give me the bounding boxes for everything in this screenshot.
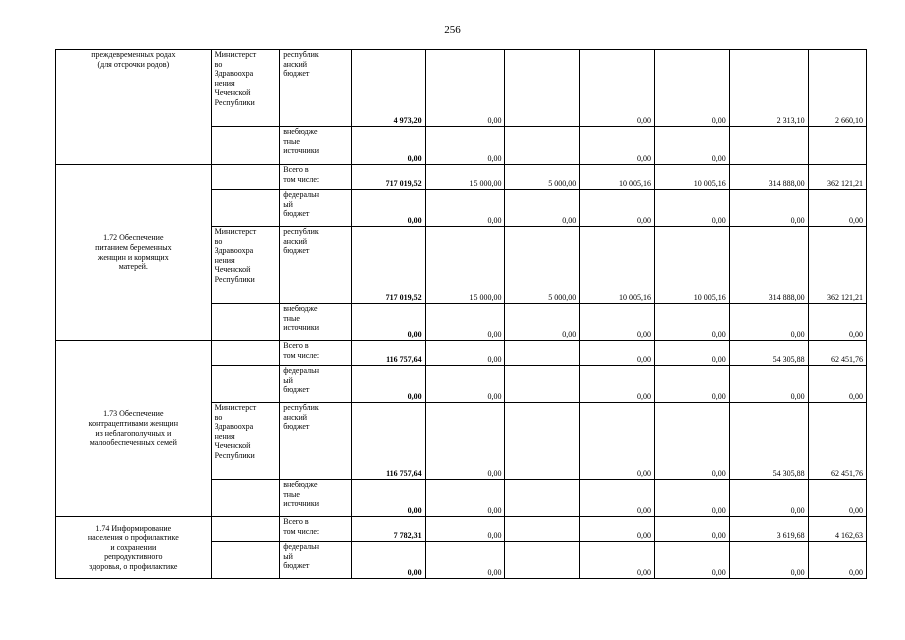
executor-cell-line: Республики — [214, 274, 255, 284]
funding-source-line: внебюдже — [283, 127, 318, 136]
year-value: 0,00 — [505, 190, 580, 227]
executor-cell-line: нения — [214, 78, 235, 88]
year-value: 0,00 — [808, 190, 866, 227]
executor-cell-line: Чеченской — [214, 88, 251, 98]
funding-source — [280, 341, 352, 366]
year-value: 0,00 — [808, 304, 866, 341]
total-value: 7 782,31 — [351, 517, 425, 542]
funding-source-line: бюджет — [283, 209, 310, 219]
funding-source — [280, 542, 352, 579]
funding-source-line: республик — [283, 403, 319, 412]
year-value: 0,00 — [729, 480, 808, 517]
year-value: 62 451,76 — [808, 341, 866, 366]
total-value: 0,00 — [351, 190, 425, 227]
funding-source-line: Всего в — [283, 517, 309, 526]
executor-cell-line: Здравоохра — [214, 246, 254, 256]
activity-description-line: населения о профилактике — [87, 533, 179, 543]
table-body — [56, 50, 867, 579]
funding-source-line: Всего в — [283, 341, 309, 350]
funding-source — [280, 517, 352, 542]
funding-source-line: тные — [283, 489, 300, 499]
year-value: 0,00 — [580, 50, 655, 127]
total-value: 717 019,52 — [351, 165, 425, 190]
table-row — [56, 165, 867, 190]
executor-cell-line: Республики — [214, 97, 255, 107]
total-value: 4 973,20 — [351, 50, 425, 127]
executor-cell-line: во — [214, 236, 223, 246]
executor-cell-line: нения — [214, 255, 235, 265]
executor-cell-line: во — [214, 59, 223, 69]
year-value — [505, 480, 580, 517]
year-value: 62 451,76 — [808, 403, 866, 480]
activity-description-line: питанием беременных — [95, 242, 172, 252]
activity-description — [56, 165, 212, 341]
table-row — [56, 517, 867, 542]
year-value — [505, 341, 580, 366]
funding-source — [280, 304, 352, 341]
year-value: 0,00 — [654, 517, 729, 542]
funding-source-line: бюджет — [283, 422, 310, 432]
executor-cell — [211, 227, 280, 304]
year-value: 10 005,16 — [654, 165, 729, 190]
funding-source-line: Всего в — [283, 165, 309, 174]
year-value: 314 888,00 — [729, 227, 808, 304]
year-value: 0,00 — [580, 304, 655, 341]
year-value: 0,00 — [729, 190, 808, 227]
funding-source-line: федеральн — [283, 190, 320, 199]
year-value — [505, 366, 580, 403]
funding-source-line: республик — [283, 227, 319, 236]
funding-source-line: федеральн — [283, 542, 320, 551]
activity-description — [56, 341, 212, 517]
activity-description-line: матерей. — [118, 262, 148, 272]
year-value: 10 005,16 — [580, 227, 655, 304]
year-value — [505, 50, 580, 127]
executor-cell — [211, 517, 280, 542]
table-row — [56, 50, 867, 127]
year-value — [505, 127, 580, 165]
executor-cell — [211, 165, 280, 190]
activity-description-line: контрацептивами женщин — [88, 418, 178, 428]
executor-cell — [211, 50, 280, 127]
executor-cell-line: Министерст — [214, 403, 257, 412]
year-value: 0,00 — [808, 480, 866, 517]
funding-source-line: тные — [283, 136, 300, 146]
funding-source-line: федеральн — [283, 366, 320, 375]
year-value: 0,00 — [729, 542, 808, 579]
year-value: 0,00 — [580, 403, 655, 480]
funding-source — [280, 403, 352, 480]
year-value: 0,00 — [729, 304, 808, 341]
executor-cell-line: Чеченской — [214, 441, 251, 451]
funding-source-line: ый — [283, 551, 293, 561]
year-value: 0,00 — [580, 517, 655, 542]
funding-source-line: ый — [283, 199, 293, 209]
funding-source — [280, 480, 352, 517]
year-value — [808, 127, 866, 165]
year-value — [505, 517, 580, 542]
year-value: 0,00 — [654, 50, 729, 127]
activity-description-line: репродуктивного — [104, 552, 163, 562]
year-value: 0,00 — [425, 190, 505, 227]
year-value: 0,00 — [425, 517, 505, 542]
year-value: 0,00 — [654, 542, 729, 579]
year-value: 0,00 — [580, 127, 655, 165]
year-value: 0,00 — [425, 304, 505, 341]
executor-cell-line: Министерст — [214, 227, 257, 236]
activity-description-line: из неблагополучных и — [95, 428, 172, 438]
activity-description-line: здоровья, о профилактике — [89, 561, 178, 571]
executor-cell — [211, 127, 280, 165]
year-value: 0,00 — [580, 480, 655, 517]
activity-description-line: 1.74 Информирование — [95, 523, 172, 533]
year-value: 2 313,10 — [729, 50, 808, 127]
funding-source-line: источники — [283, 323, 320, 333]
table-row — [56, 341, 867, 366]
year-value: 0,00 — [654, 366, 729, 403]
activity-description — [56, 50, 212, 165]
year-value: 0,00 — [425, 403, 505, 480]
funding-source-line: анский — [283, 412, 308, 422]
budget-table — [55, 49, 867, 579]
activity-description-line: и сохранении — [110, 542, 157, 552]
year-value: 15 000,00 — [425, 165, 505, 190]
year-value: 2 660,10 — [808, 50, 866, 127]
activity-description-line: малообеспеченных семей — [89, 438, 177, 448]
year-value: 314 888,00 — [729, 165, 808, 190]
year-value: 0,00 — [425, 366, 505, 403]
funding-source-line: источники — [283, 499, 320, 509]
year-value: 0,00 — [729, 366, 808, 403]
year-value: 0,00 — [580, 366, 655, 403]
funding-source — [280, 190, 352, 227]
total-value: 0,00 — [351, 480, 425, 517]
year-value: 0,00 — [505, 304, 580, 341]
activity-description — [56, 517, 212, 579]
funding-source — [280, 366, 352, 403]
executor-cell — [211, 403, 280, 480]
funding-source-line: бюджет — [283, 561, 310, 571]
total-value: 116 757,64 — [351, 341, 425, 366]
year-value — [505, 403, 580, 480]
total-value: 0,00 — [351, 542, 425, 579]
year-value: 0,00 — [654, 190, 729, 227]
executor-cell-line: Здравоохра — [214, 69, 254, 79]
activity-description-line: 1.73 Обеспечение — [103, 409, 164, 419]
executor-cell-line: Здравоохра — [214, 422, 254, 432]
year-value: 0,00 — [654, 304, 729, 341]
year-value: 0,00 — [580, 341, 655, 366]
activity-description-line: преждевременных родах — [91, 50, 176, 59]
funding-source-line: том числе: — [283, 350, 320, 360]
year-value: 10 005,16 — [580, 165, 655, 190]
executor-cell-line: Республики — [214, 450, 255, 460]
funding-source-line: бюджет — [283, 246, 310, 256]
year-value — [505, 542, 580, 579]
funding-source-line: республик — [283, 50, 319, 59]
funding-source — [280, 227, 352, 304]
funding-source — [280, 50, 352, 127]
funding-source-line: ый — [283, 375, 293, 385]
total-value: 717 019,52 — [351, 227, 425, 304]
funding-source — [280, 165, 352, 190]
year-value: 4 162,63 — [808, 517, 866, 542]
executor-cell-line: во — [214, 412, 223, 422]
funding-source-line: внебюдже — [283, 304, 318, 313]
year-value: 0,00 — [425, 50, 505, 127]
year-value: 0,00 — [425, 542, 505, 579]
year-value: 0,00 — [580, 190, 655, 227]
activity-description-line: 1.72 Обеспечение — [103, 233, 164, 243]
executor-cell — [211, 190, 280, 227]
page-number: 256 — [444, 24, 461, 36]
year-value: 5 000,00 — [505, 165, 580, 190]
funding-source-line: анский — [283, 236, 308, 246]
executor-cell-line: Чеченской — [214, 265, 251, 275]
year-value: 5 000,00 — [505, 227, 580, 304]
year-value: 362 121,21 — [808, 165, 866, 190]
year-value: 3 619,68 — [729, 517, 808, 542]
total-value: 0,00 — [351, 304, 425, 341]
funding-source-line: тные — [283, 313, 300, 323]
executor-cell-line: Министерст — [214, 50, 257, 59]
total-value: 0,00 — [351, 127, 425, 165]
funding-source-line: том числе: — [283, 526, 320, 536]
activity-description-line: женщин и кормящих — [97, 252, 169, 262]
executor-cell — [211, 542, 280, 579]
funding-source-line: бюджет — [283, 385, 310, 395]
executor-cell-line: нения — [214, 431, 235, 441]
funding-source-line: бюджет — [283, 69, 310, 79]
year-value: 0,00 — [425, 127, 505, 165]
year-value: 362 121,21 — [808, 227, 866, 304]
executor-cell — [211, 304, 280, 341]
funding-source-line: том числе: — [283, 174, 320, 184]
year-value: 0,00 — [654, 341, 729, 366]
year-value: 0,00 — [580, 542, 655, 579]
year-value: 0,00 — [654, 127, 729, 165]
year-value: 0,00 — [808, 366, 866, 403]
executor-cell — [211, 480, 280, 517]
executor-cell — [211, 341, 280, 366]
total-value: 116 757,64 — [351, 403, 425, 480]
activity-description-line: (для отсрочки родов) — [97, 59, 170, 69]
year-value: 10 005,16 — [654, 227, 729, 304]
year-value — [729, 127, 808, 165]
funding-source — [280, 127, 352, 165]
executor-cell — [211, 366, 280, 403]
funding-source-line: внебюдже — [283, 480, 318, 489]
year-value: 0,00 — [425, 480, 505, 517]
year-value: 0,00 — [808, 542, 866, 579]
year-value: 0,00 — [425, 341, 505, 366]
total-value: 0,00 — [351, 366, 425, 403]
funding-source-line: анский — [283, 59, 308, 69]
year-value: 54 305,88 — [729, 403, 808, 480]
year-value: 0,00 — [654, 480, 729, 517]
year-value: 54 305,88 — [729, 341, 808, 366]
year-value: 15 000,00 — [425, 227, 505, 304]
year-value: 0,00 — [654, 403, 729, 480]
funding-source-line: источники — [283, 146, 320, 156]
